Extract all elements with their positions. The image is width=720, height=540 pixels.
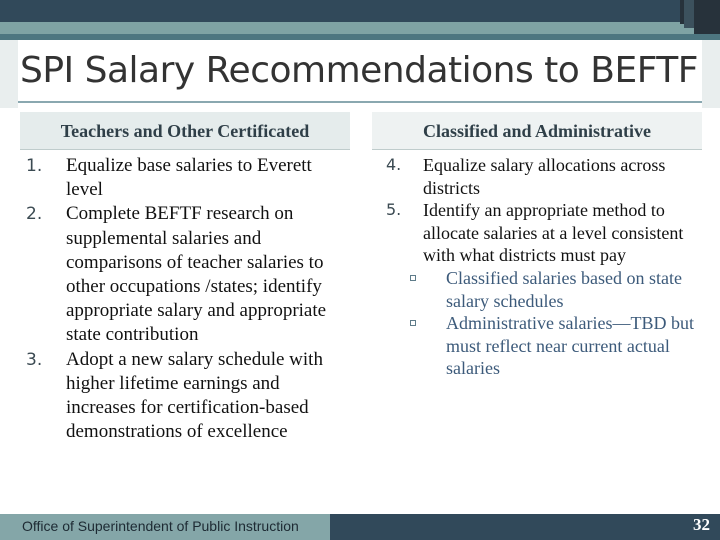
slide-title: SPI Salary Recommendations to BEFTF <box>20 50 698 91</box>
square-bullet-icon <box>410 275 416 281</box>
footer-organization: Office of Superintendent of Public Instruction <box>22 518 299 534</box>
header-band-light <box>0 22 720 34</box>
list-item <box>26 154 336 202</box>
square-bullet-icon <box>410 320 416 326</box>
list-item-number: 4. <box>386 155 402 174</box>
list-item-number: 3. <box>26 349 43 370</box>
list-item-number: 2. <box>26 204 43 225</box>
header-band <box>0 0 720 22</box>
sub-list-item-text: Classified salaries based on state salary schedules <box>446 267 682 311</box>
list-item-text: Identify an appropriate method to allocate salaries at a level consistent with what districts must pay <box>423 200 684 266</box>
list-item-text: Complete BEFTF research on supplemental salaries and comparisons of teacher salaries to other occupations /states; identify appropriate salary and appropriate state contribution <box>66 203 327 346</box>
page-number: 32 <box>693 515 710 534</box>
right-column-list <box>386 154 696 380</box>
header-band-mid <box>0 34 720 40</box>
list-item-number: 1. <box>26 156 43 176</box>
list-item <box>386 154 696 199</box>
sub-list-item-text: Administrative salaries—TBD but must reflect near current actual salaries <box>446 313 694 379</box>
title-left-edge <box>0 40 18 108</box>
left-column-header: Teachers and Other Certificated <box>20 112 350 150</box>
list-item <box>26 202 336 347</box>
sub-list-item <box>386 312 696 380</box>
list-item-text: Adopt a new salary schedule with higher lifetime earnings and increases for certification-based demonstrations of excellence <box>66 348 323 443</box>
sub-list-item <box>386 267 696 312</box>
header-corner-block <box>680 0 684 24</box>
list-item <box>386 199 696 380</box>
title-right-edge <box>702 40 720 108</box>
title-divider <box>18 101 702 103</box>
list-item-text: Equalize salary allocations across districts <box>423 155 666 198</box>
list-item-number: 5. <box>386 200 402 220</box>
list-item-text: Equalize base salaries to Everett level <box>66 155 312 201</box>
header-corner-block <box>694 0 720 34</box>
left-column-list <box>26 154 336 444</box>
sub-list <box>423 267 696 380</box>
right-column-header: Classified and Administrative <box>372 112 702 150</box>
header-corner-block <box>684 0 694 28</box>
list-item <box>26 348 336 445</box>
